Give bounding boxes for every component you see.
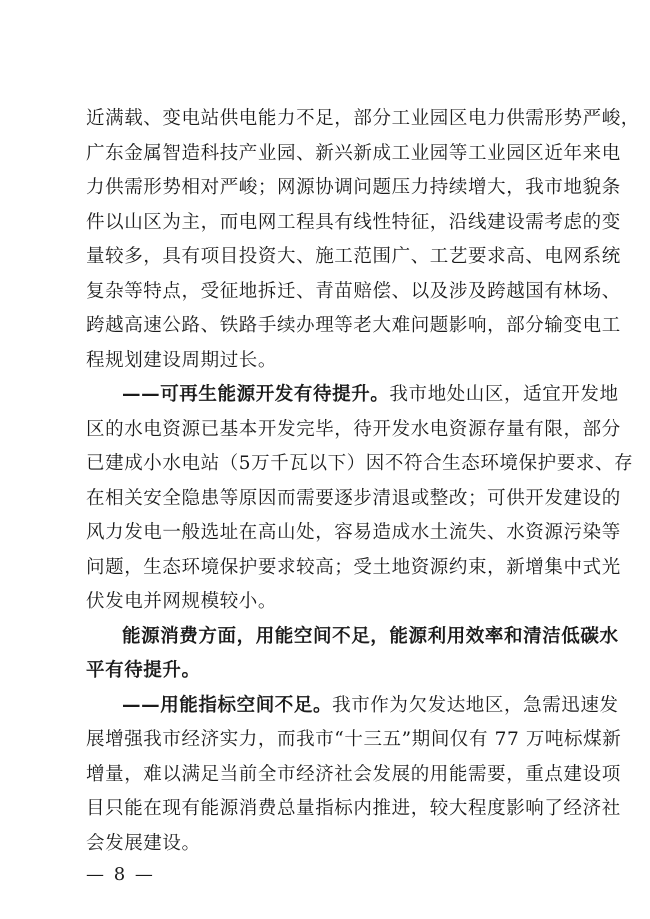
paragraph-line: 近满载、变电站供电能力不足，部分工业园区电力供需形势严峻， — [86, 108, 640, 129]
paragraph-line: 在相关安全隐患等原因而需要逐步清退或整改；可供开发建设的 — [86, 488, 621, 509]
paragraph-first-line — [122, 383, 619, 407]
paragraph-line: 问题，生态环境保护要求较高；受土地资源约束，新增集中式光 — [86, 557, 621, 578]
paragraph-line: 广东金属智造科技产业园、新兴新成工业园等工业园区近年来电 — [86, 143, 621, 164]
paragraph-line: 复杂等特点，受征地拆迁、青苗赔偿、以及涉及跨越国有林场、 — [86, 281, 621, 302]
paragraph-line: 量较多，具有项目投资大、施工范围广、工艺要求高、电网系统 — [86, 246, 621, 267]
paragraph-line: 展增强我市经济实力，而我市“十三五”期间仅有 77 万吨标煤新 — [86, 729, 622, 750]
bold-subheading-line: 能源消费方面，用能空间不足，能源利用效率和清洁低碳水 — [122, 626, 619, 647]
bold-subheading-line: 平有待提升。 — [86, 660, 201, 681]
paragraph-line: 程规划建设周期过长。 — [86, 350, 278, 371]
page-number: — 8 — — [86, 864, 155, 885]
paragraph-line: 目只能在现有能源消费总量指标内推进，较大程度影响了经济社 — [86, 798, 621, 819]
section-heading: ——可再生能源开发有待提升。 — [122, 384, 390, 405]
paragraph-first-line — [122, 694, 619, 718]
paragraph-line: 跨越高速公路、铁路手续办理等老大难问题影响，部分输变电工 — [86, 315, 621, 336]
paragraph-line: 已建成小水电站（5万千瓦以下）因不符合生态环境保护要求、存 — [86, 453, 634, 474]
paragraph-line: 会发展建设。 — [86, 833, 201, 854]
paragraph-line: 我市地处山区，适宜开发地 — [389, 384, 619, 405]
paragraph-line: 力供需形势相对严峻；网源协调问题压力持续增大，我市地貌条 — [86, 177, 621, 198]
paragraph-line: 我市作为欠发达地区，急需迅速发 — [332, 695, 619, 716]
paragraph-line: 件以山区为主，而电网工程具有线性特征，沿线建设需考虑的变 — [86, 212, 621, 233]
paragraph-line: 增量，难以满足当前全市经济社会发展的用能需要，重点建设项 — [86, 764, 621, 785]
section-heading: ——用能指标空间不足。 — [122, 695, 333, 716]
paragraph-line: 风力发电一般选址在高山处，容易造成水土流失、水资源污染等 — [86, 522, 621, 543]
paragraph-line: 伏发电并网规模较小。 — [86, 591, 278, 612]
paragraph-line: 区的水电资源已基本开发完毕，待开发水电资源存量有限，部分 — [86, 419, 621, 440]
